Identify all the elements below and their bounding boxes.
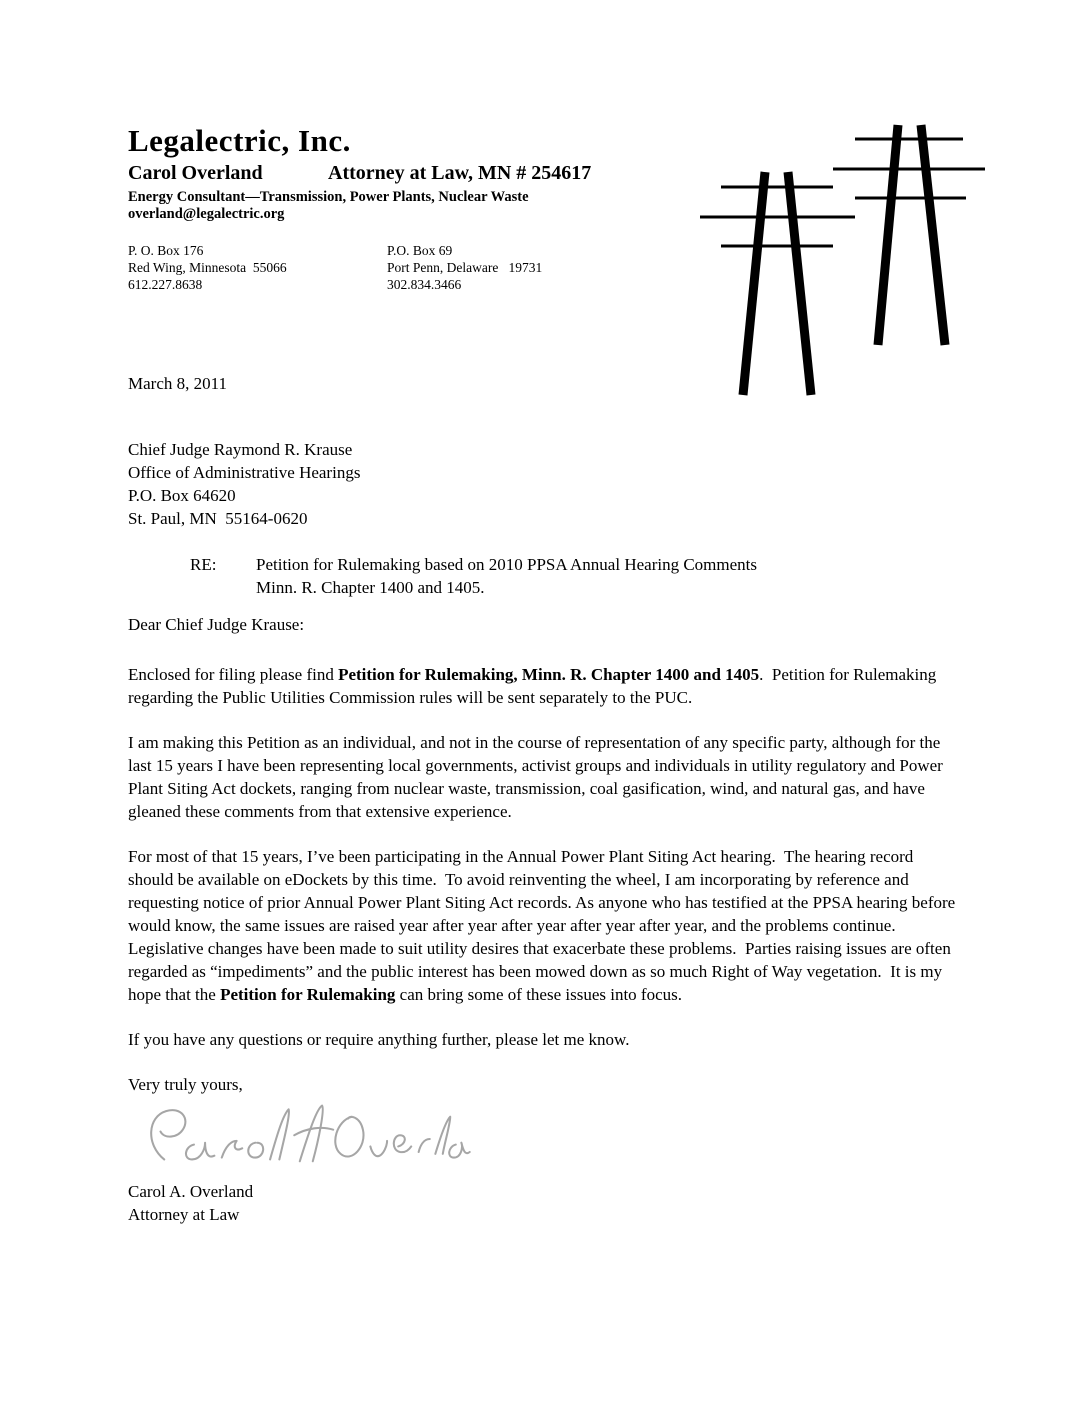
tagline: Energy Consultant—Transmission, Power Plants, Nuclear Waste [128,189,529,205]
signer-title: Attorney at Law [128,1205,240,1224]
paragraph-bold-text: Petition for Rulemaking [220,985,396,1004]
transmission-towers-icon [698,112,993,402]
paragraph-text: . Petition for Rulemaking regarding the Public Utilities Commission rules will be sent separately to the PUC. [128,665,941,707]
recipient-name: Chief Judge Raymond R. Krause [128,440,353,459]
recipient-address [128,438,962,530]
attorney-name: Carol Overland [128,162,263,184]
letter-date: March 8, 2011 [128,374,227,393]
handwritten-signature [136,1100,962,1180]
re-label: RE: [190,555,217,574]
office-addresses [128,242,688,293]
office-de-phone: 302.834.3466 [387,277,462,292]
paragraph-history [128,845,962,1006]
paragraph-text: For most of that 15 years, I’ve been participating in the Annual Power Plant Siting Act hearing. The hearing record should be available on eDockets by this time. To avoid reinventing the wheel, I am incorporating by reference and requesting notice of prior Annual Power Plant Siting Act records. As anyone who has testified at the PPSA hearing before would know, the same issues are raised year after year after year after year after year, and the problems continue. Legislative changes have been made to suit utility desires that exacerbate these problems. Parties raising issues are often regarded as “impediments” and the public interest has been mowed down as so much Right of Way vegetation. It is my hope that the [128,847,960,1004]
paragraph-bold-text: Petition for Rulemaking, Minn. R. Chapter 1400 and 1405 [338,665,760,684]
signer-name: Carol A. Overland [128,1182,254,1201]
office-de-box: P.O. Box 69 [387,243,453,258]
office-minnesota [128,242,387,293]
letterhead [128,124,688,293]
office-mn-box: P. O. Box 176 [128,243,204,258]
paragraph-questions: If you have any questions or require anything further, please let me know. [128,1030,630,1049]
company-name: Legalectric, Inc. [128,123,351,158]
re-line [128,553,962,599]
office-mn-phone: 612.227.8638 [128,277,203,292]
salutation: Dear Chief Judge Krause: [128,615,305,634]
office-mn-city: Red Wing, Minnesota 55066 [128,260,287,275]
re-subject-line1: Petition for Rulemaking based on 2010 PPSA Annual Hearing Comments [256,555,758,574]
recipient-office: Office of Administrative Hearings [128,463,361,482]
paragraph-text: can bring some of these issues into focus. [395,985,683,1004]
paragraph-enclosure [128,663,962,709]
recipient-po-box: P.O. Box 64620 [128,486,236,505]
office-de-city: Port Penn, Delaware 19731 [387,260,543,275]
paragraph-individual: I am making this Petition as an individual, and not in the course of representation of any specific party, although for the last 15 years I have been representing local governments, activist groups and individuals in utility regulatory and Power Plant Siting Act dockets, ranging from nuclear waste, transmission, coal gasification, wind, and natural gas, and have gleaned these comments from that extensive experience. [128,733,948,821]
email-address: overland@legalectric.org [128,206,285,222]
letter-body [128,372,962,1226]
attorney-line [128,161,688,185]
recipient-city: St. Paul, MN 55164-0620 [128,509,308,528]
closing: Very truly yours, [128,1075,243,1094]
office-delaware [387,242,542,293]
re-subject [256,553,757,599]
attorney-bar-title: Attorney at Law, MN # 254617 [328,162,592,184]
re-subject-line2: Minn. R. Chapter 1400 and 1405. [256,578,485,597]
paragraph-text: Enclosed for filing please find [128,665,339,684]
